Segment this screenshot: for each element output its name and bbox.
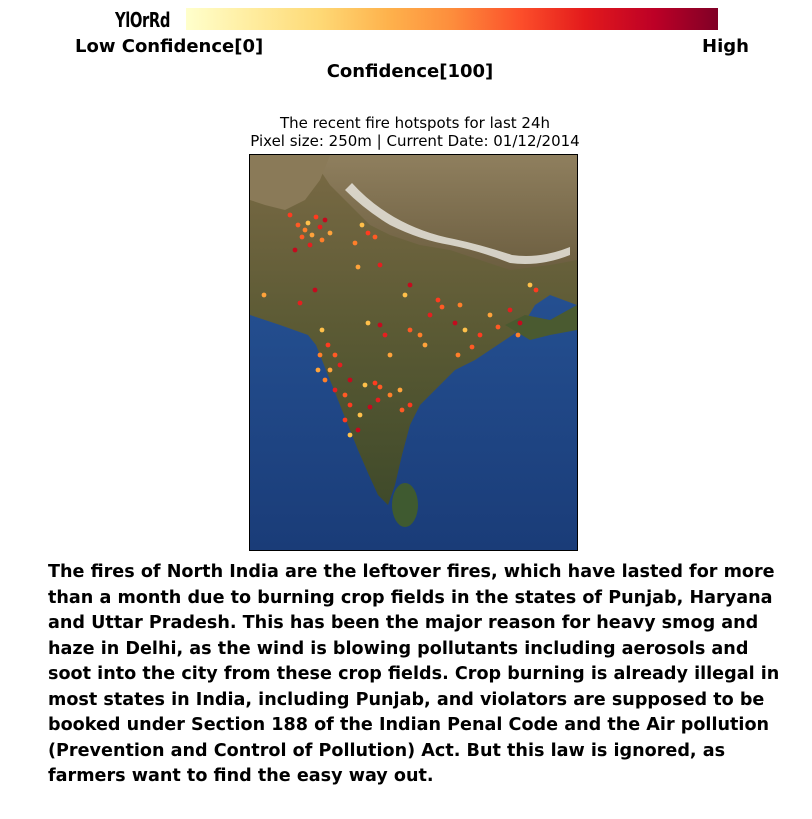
fire-hotspot-dot [516,333,521,338]
fire-hotspot-dot [356,428,361,433]
fire-hotspot-dot [376,398,381,403]
fire-hotspot-dot [478,333,483,338]
fire-hotspot-dot [418,333,423,338]
fire-hotspot-dot [423,343,428,348]
fire-hotspot-dot [348,403,353,408]
fire-hotspot-dot [453,321,458,326]
fire-hotspot-dot [323,378,328,383]
sri-lanka [392,483,418,527]
confidence-colorbar [186,8,718,30]
fire-hotspot-dot [383,333,388,338]
fire-hotspot-dot [388,393,393,398]
fire-hotspot-dot [363,383,368,388]
fire-hotspot-dot [398,388,403,393]
confidence-label: Confidence[100] [326,61,494,82]
fire-hotspot-dot [318,353,323,358]
fire-hotspot-dot [356,265,361,270]
fire-hotspot-dot [348,378,353,383]
fire-hotspot-dot [463,328,468,333]
fire-hotspot-dot [320,238,325,243]
fire-hotspot-dot [436,298,441,303]
fire-hotspot-dot [373,235,378,240]
fire-hotspot-dot [428,313,433,318]
fire-hotspot-dot [528,283,533,288]
fire-hotspot-dot [508,308,513,313]
fire-hotspot-dot [262,293,267,298]
fire-hotspot-dot [313,288,318,293]
high-label: High [702,36,749,57]
map-title [220,114,610,150]
fire-hotspot-dot [456,353,461,358]
fire-hotspot-dot [293,248,298,253]
fire-hotspot-dot [333,388,338,393]
fire-hotspot-dot [314,215,319,220]
fire-hotspot-dot [366,321,371,326]
fire-hotspot-dot [368,405,373,410]
fire-hotspot-dot [518,321,523,326]
fire-hotspot-dot [360,223,365,228]
fire-hotspot-dot [296,223,301,228]
map-title-line2: Pixel size: 250m | Current Date: 01/12/2014 [250,132,580,150]
fire-hotspot-dot [440,305,445,310]
fire-hotspot-dot [303,228,308,233]
fire-hotspot-dot [496,325,501,330]
caption-text: The fires of North India are the leftover fires, which have lasted for more than a month due to burning crop fields in the states of Punjab, Haryana and Uttar Pradesh. This has been the major reason for heavy smog and haze in Delhi, as the wind is blowing pollutants including aerosols and soot into the city from these crop fields. Crop burning is already illegal in most states in India, including Punjab, and violators are supposed to be booked under Section 188 of the Indian Penal Code and the Air pollution (Prevention and Control of Pollution) Act. But this law is ignored, as farmers want to find the easy way out. [48,562,780,786]
fire-hotspot-dot [320,328,325,333]
fire-hotspot-dot [326,343,331,348]
fire-hotspot-dot [338,363,343,368]
fire-hotspot-dot [310,233,315,238]
fire-hotspot-dot [408,328,413,333]
fire-hotspot-dot [388,353,393,358]
fire-hotspot-dot [358,413,363,418]
fire-hotspot-dot [373,381,378,386]
satellite-map-image [250,155,577,550]
fire-hotspot-dot [333,353,338,358]
fire-hotspot-dot [300,235,305,240]
map-title-line1: The recent fire hotspots for last 24h [280,114,550,132]
fire-hotspot-dot [408,283,413,288]
fire-hotspot-dot [308,243,313,248]
fire-hotspot-dot [403,293,408,298]
fire-hotspot-dot [366,231,371,236]
fire-hotspot-dot [488,313,493,318]
fire-hotspot-dot [470,345,475,350]
fire-hotspot-dot [378,263,383,268]
fire-hotspot-dot [534,288,539,293]
fire-hotspot-dot [458,303,463,308]
fire-hotspot-dot [378,385,383,390]
fire-hotspot-dot [328,368,333,373]
fire-hotspot-dot [348,433,353,438]
fire-hotspot-map [249,154,578,551]
colorbar-name: YlOrRd [115,8,171,32]
fire-hotspot-dot [316,368,321,373]
fire-hotspot-dot [408,403,413,408]
low-confidence-label: Low Confidence[0] [75,36,264,57]
fire-hotspot-dot [378,323,383,328]
fire-hotspot-dot [343,418,348,423]
fire-hotspot-dot [328,231,333,236]
fire-hotspot-dot [353,241,358,246]
fire-hotspot-dot [306,221,311,226]
fire-hotspot-dot [343,393,348,398]
fire-hotspot-dot [288,213,293,218]
fire-hotspot-dot [318,225,323,230]
fire-hotspot-dot [298,301,303,306]
fire-hotspot-dot [400,408,405,413]
fire-hotspot-dot [323,218,328,223]
